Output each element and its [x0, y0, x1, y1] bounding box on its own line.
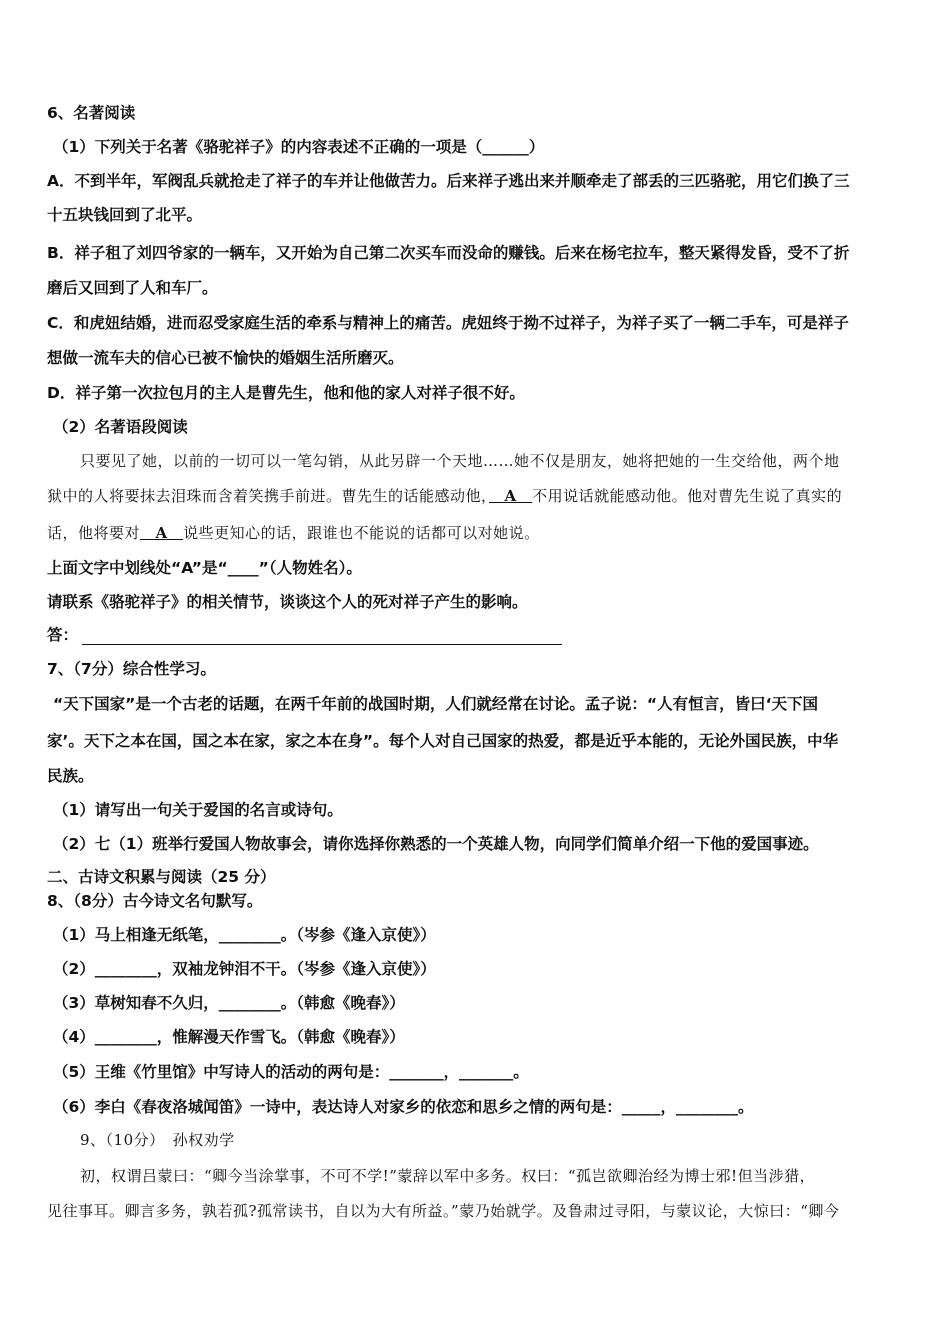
q6-option-a-line2: 十五块钱回到了北平。	[47, 206, 203, 224]
q8-item-1: （1）马上相逢无纸笔，________。（岑参《逢入京使》）	[53, 926, 436, 944]
q6-option-c-line2: 想做一流车夫的信心已被不愉快的婚姻生活所磨灭。	[47, 349, 404, 367]
q7-title: 7、（7分）综合性学习。	[47, 660, 216, 678]
q8-item-4: （4）________，惟解漫天作雪飞。（韩愈《晚春》）	[53, 1028, 405, 1046]
q6-passage-line3-pre: 话，他将要对	[47, 524, 141, 542]
q6-answer-row	[47, 625, 907, 645]
q6-ask-b: 请联系《骆驼祥子》的相关情节，谈谈这个人的死对祥子产生的影响。	[47, 593, 528, 611]
q6-passage-line2-pre: 狱中的人将要抹去泪珠而含着笑携手前进。曹先生的话能感动他，	[47, 487, 490, 505]
q7-intro-line1: “天下国家”是一个古老的话题，在两千年前的战国时期，人们就经常在讨论。孟子说：“人有恒言，皆曰‘天下国	[53, 695, 818, 713]
q9-text-line1: 初，权谓吕蒙曰：“卿今当涂掌事，不可不学!”蒙辞以军中多务。权曰：“孤岂欲卿治经为博士邪!但当涉猎，	[80, 1167, 816, 1185]
q6-sub2-title: （2）名著语段阅读	[53, 418, 188, 436]
q6-ask-a: 上面文字中划线处“A”是“____”（人物姓名）。	[47, 559, 362, 577]
q7-intro-line3: 民族。	[47, 767, 94, 785]
q6-passage-line2-post: 不用说话就能感动他。他对曹先生说了真实的	[532, 487, 843, 505]
q7-sub2: （2）七（1）班举行爱国人物故事会，请你选择你熟悉的一个英雄人物，向同学们简单介绍一下他的爱国事迹。	[53, 835, 819, 853]
q9-text-line2: 见往事耳。卿言多务，孰若孤?孤常读书，自以为大有所益。”蒙乃始就学。及鲁肃过寻阳，与蒙议论，大惊曰：“卿今	[47, 1202, 840, 1220]
q6-sub1-question: （1）下列关于名著《骆驼祥子》的内容表述不正确的一项是（______）	[53, 138, 545, 156]
q6-option-d: D．祥子第一次拉包月的主人是曹先生，他和他的家人对祥子很不好。	[47, 384, 525, 402]
section2-title: 二、古诗文积累与阅读（25 分）	[47, 868, 276, 886]
q8-item-6: （6）李白《春夜洛城闻笛》一诗中，表达诗人对家乡的依恋和思乡之情的两句是：_____，________。	[53, 1098, 754, 1116]
q6-option-b-line2: 磨后又回到了人和车厂。	[47, 279, 218, 297]
q8-item-5: （5）王维《竹里馆》中写诗人的活动的两句是：_______，_______。	[53, 1063, 529, 1081]
q7-sub1: （1）请写出一句关于爱国的名言或诗句。	[53, 801, 343, 819]
q6-option-c-line1: C．和虎妞结婚，进而忍受家庭生活的牵系与精神上的痛苦。虎妞终于拗不过祥子，为祥子买了一辆二手车，可是祥子	[47, 314, 849, 332]
q8-title: 8、（8分）古今诗文名句默写。	[47, 892, 263, 910]
q6-answer-label: 答：	[47, 626, 79, 644]
q6-option-a-line1: A．不到半年，军阀乱兵就抢走了祥子的车并让他做苦力。后来祥子逃出来并顺牵走了部丢的三匹骆驼，用它们换了三	[47, 172, 850, 190]
q6-passage-line2	[47, 486, 907, 506]
q6-passage-blank-a-2: A	[140, 524, 184, 542]
q6-passage-line1: 只要见了她，以前的一切可以一笔勾销，从此另辟一个天地……她不仅是朋友，她将把她的一生交给他，两个地	[80, 452, 840, 470]
q6-title: 6、名著阅读	[47, 104, 136, 122]
q6-passage-line3-post: 说些更知心的话，跟谁也不能说的话都可以对她说。	[183, 524, 540, 542]
q6-answer-line[interactable]	[82, 629, 562, 645]
q7-intro-line2: 家’。天下之本在国，国之本在家，家之本在身”。每个人对自己国家的热爱，都是近乎本能的，无论外国民族，中华	[47, 732, 839, 750]
q8-item-3: （3）草树知春不久归，________。（韩愈《晚春》）	[53, 994, 405, 1012]
q9-title: 9、（10分） 孙权劝学	[80, 1131, 235, 1149]
q8-item-2: （2）________，双袖龙钟泪不干。（岑参《逢入京使》）	[53, 960, 436, 978]
q6-option-b-line1: B．祥子租了刘四爷家的一辆车，又开始为自己第二次买车而没命的赚钱。后来在杨宅拉车，整天紧得发昏，受不了折	[47, 244, 850, 262]
q6-passage-line3	[47, 523, 907, 543]
q6-passage-blank-a: A	[489, 487, 533, 505]
